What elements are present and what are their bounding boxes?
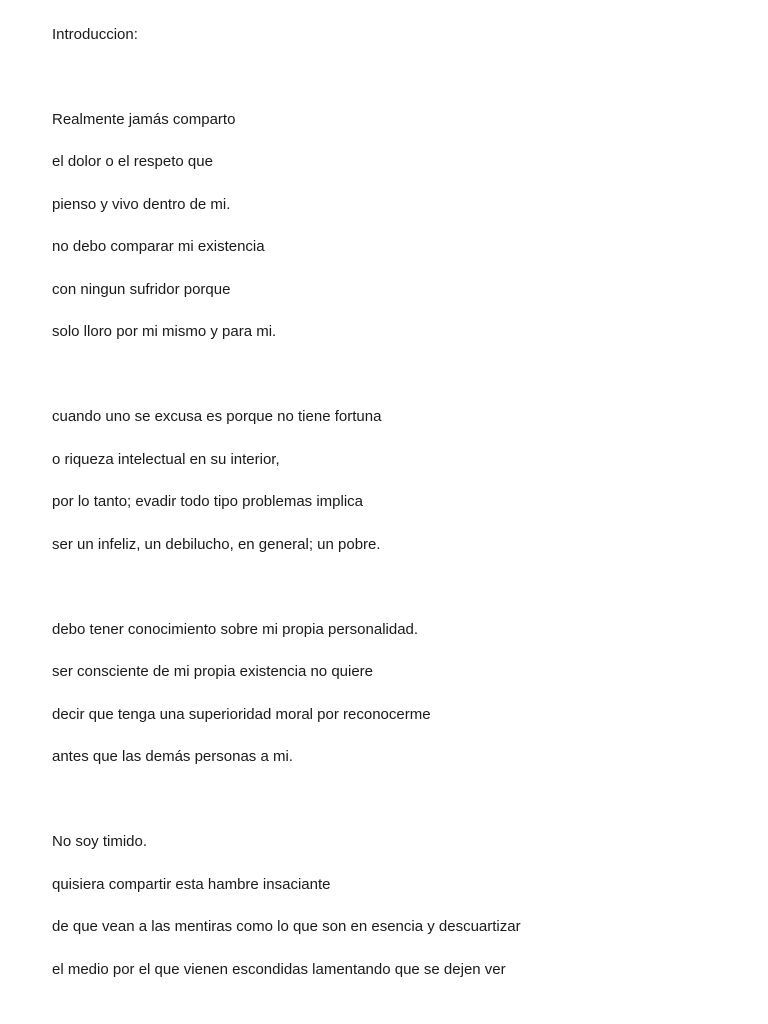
poem-line: no debo comparar mi existencia — [52, 238, 265, 255]
poem-line: con ningun sufridor porque — [52, 281, 231, 298]
poem-line: Realmente jamás comparto — [52, 111, 236, 128]
poem-line: antes que las demás personas a mi. — [52, 748, 293, 765]
poem-line: No soy timido. — [52, 833, 148, 850]
poem-line: por lo tanto; evadir todo tipo problemas implica — [52, 493, 364, 510]
poem-line: solo lloro por mi mismo y para mi. — [52, 323, 277, 340]
poem-line: el medio por el que vienen escondidas lamentando que se dejen ver — [52, 961, 506, 978]
poem-line: o riqueza intelectual en su interior, — [52, 451, 280, 468]
poem-line: quisiera compartir esta hambre insaciante — [52, 876, 331, 893]
poem-line: decir que tenga una superioridad moral por reconocerme — [52, 706, 431, 723]
poem-line: ser un infeliz, un debilucho, en general; un pobre. — [52, 536, 381, 553]
poem-line: de que vean a las mentiras como lo que son en esencia y descuartizar — [52, 918, 521, 935]
poem-line: cuando uno se excusa es porque no tiene fortuna — [52, 408, 382, 425]
document-page — [52, 0, 752, 1024]
poem-line: ser consciente de mi propia existencia no quiere — [52, 663, 374, 680]
document-title: Introduccion: — [52, 26, 138, 43]
poem-line: debo tener conocimiento sobre mi propia personalidad. — [52, 621, 419, 638]
poem-line: pienso y vivo dentro de mi. — [52, 196, 231, 213]
poem-line: el dolor o el respeto que — [52, 153, 213, 170]
